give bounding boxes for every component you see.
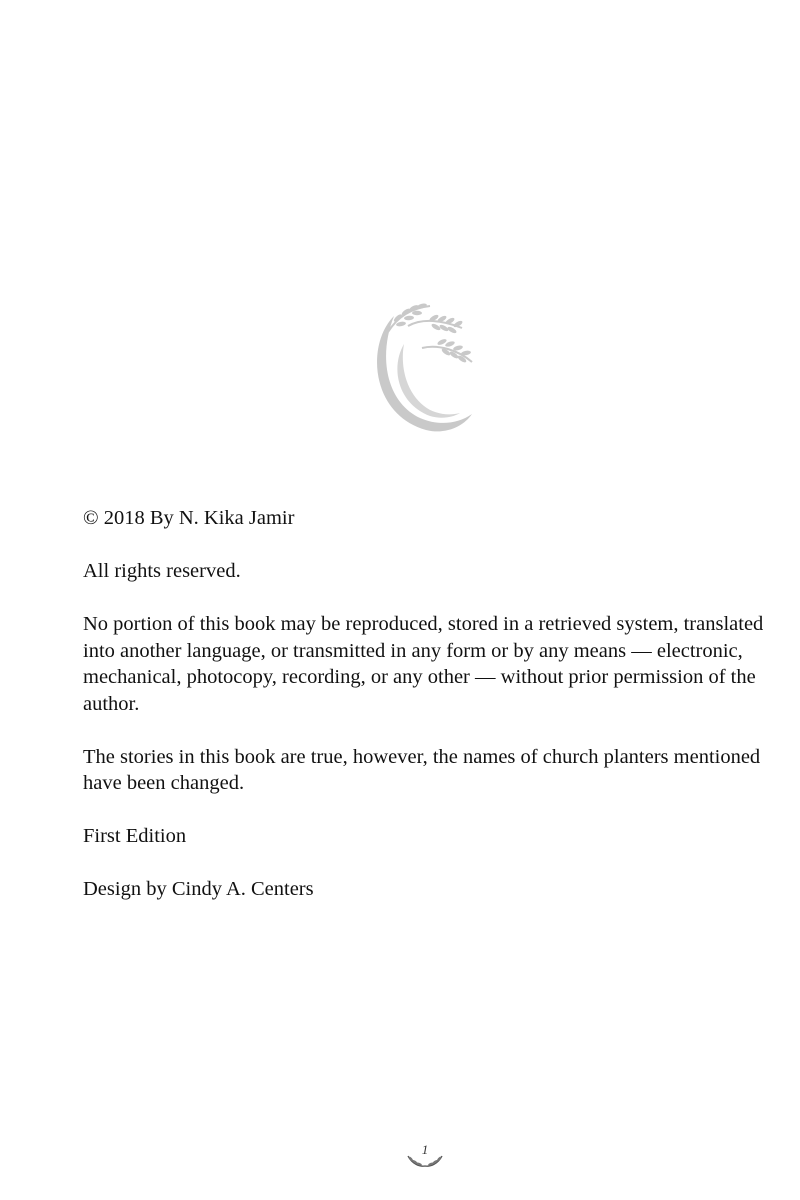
edition-label: First Edition [83, 825, 187, 847]
design-credit: Design by Cindy A. Centers [83, 878, 314, 900]
copyright-block [83, 505, 773, 929]
stories-note: The stories in this book are true, however, the names of church planters mentioned have been changed. [83, 745, 761, 794]
rights-statement: All rights reserved. [83, 560, 241, 582]
page-number: 1 [421, 1142, 429, 1157]
page-footer [404, 1142, 446, 1170]
copyright-line: © 2018 By N. Kika Jamir [83, 507, 295, 529]
reproduction-notice: No portion of this book may be reproduced, stored in a retrieved system, translated into another language, or transmitted in any form or by any means — electronic, mechanical, photocopy, recording, or any other — without prior permission of the author. [83, 613, 764, 715]
wheat-crescent-emblem-icon [368, 296, 480, 438]
